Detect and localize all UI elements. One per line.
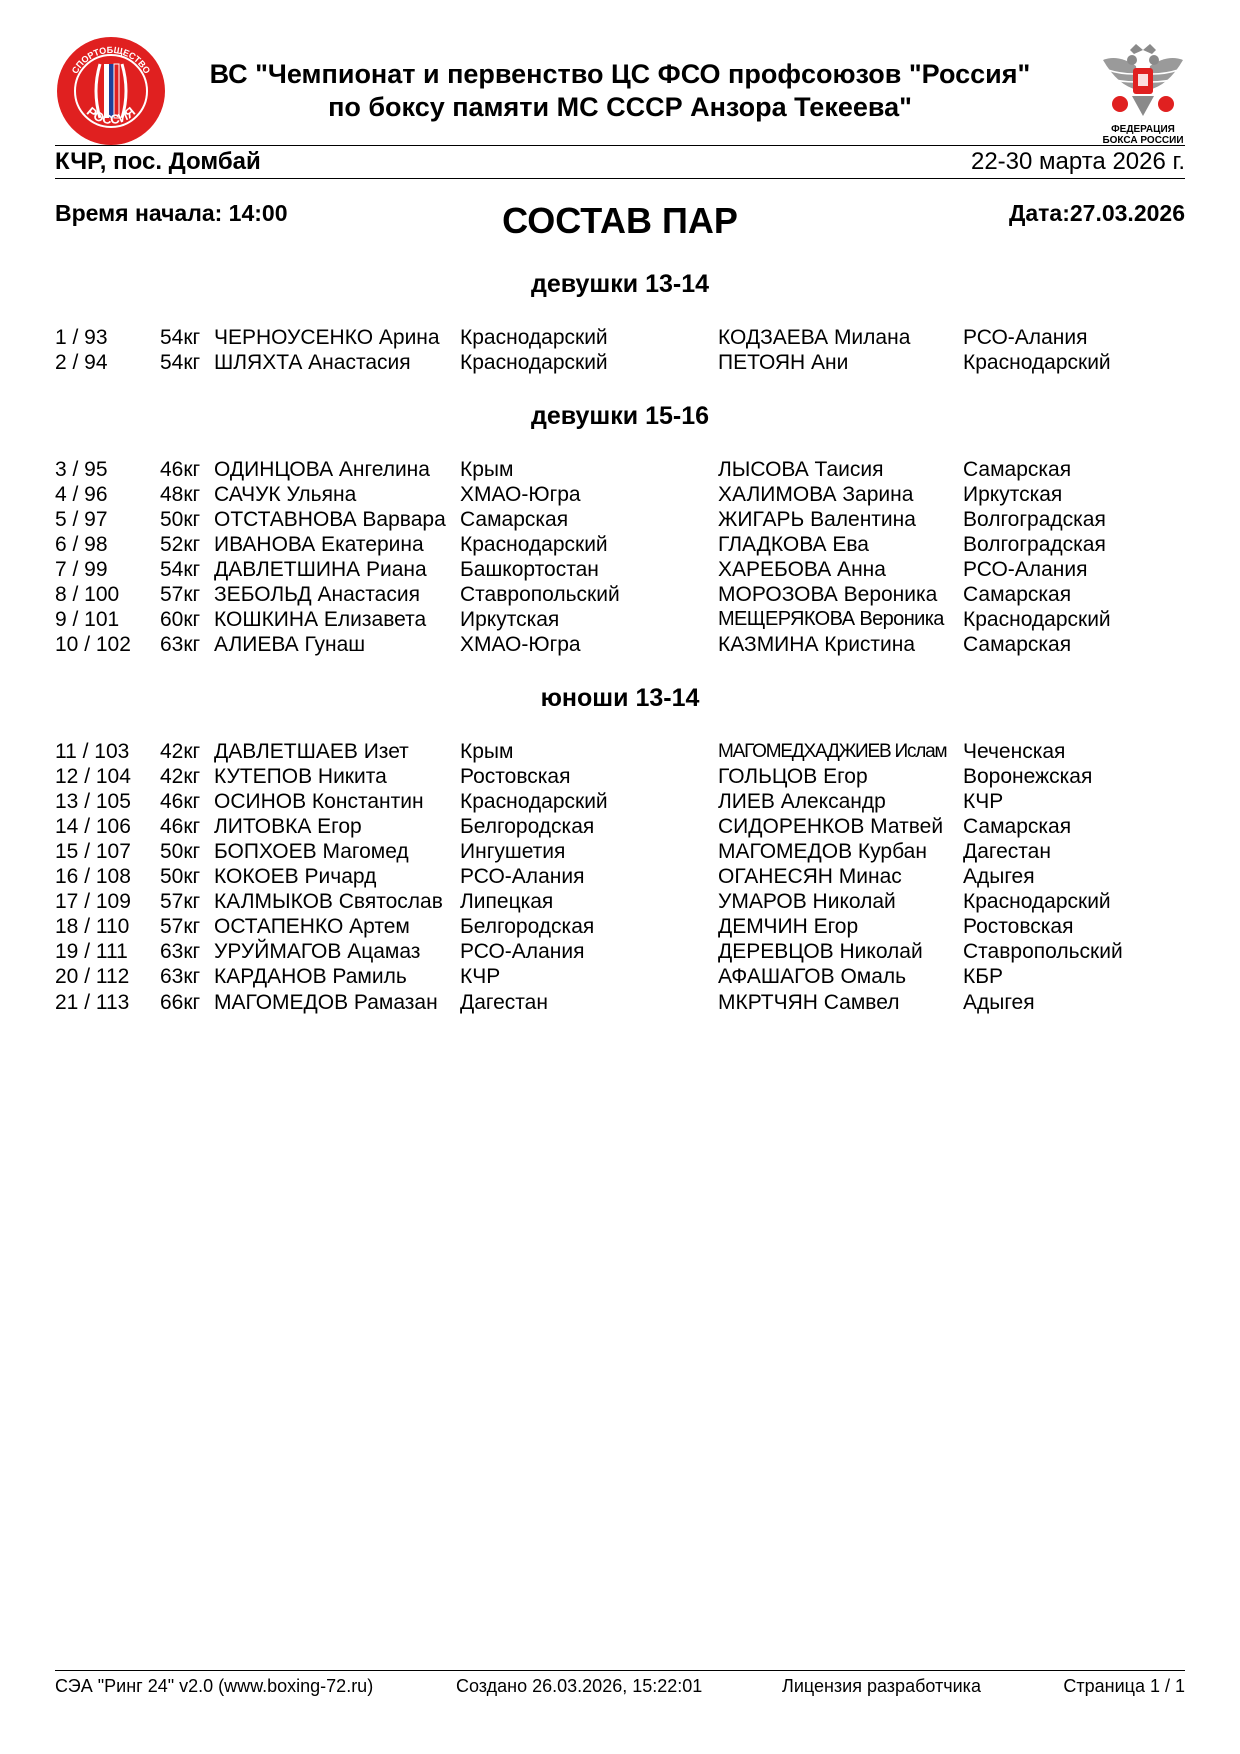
table-row	[0, 839, 1240, 864]
boxer-blue-name: ХАРЕБОВА Анна	[718, 558, 886, 581]
logo-text-top: СПОРТОБЩЕСТВО	[69, 44, 153, 76]
boxer-red-region: Ингушетия	[460, 840, 566, 863]
boxer-red-name: ДАВЛЕТШАЕВ Изет	[214, 740, 409, 763]
weight-class: 50кг	[160, 865, 201, 888]
footer-software: СЭА "Ринг 24" v2.0 (www.boxing-72.ru)	[55, 1676, 374, 1696]
boxer-red-region: Крым	[460, 740, 514, 763]
boxer-blue-name: ДЕРЕВЦОВ Николай	[718, 940, 923, 963]
weight-class: 46кг	[160, 458, 201, 481]
bout-number: 10 / 102	[55, 633, 131, 656]
table-row	[0, 350, 1240, 375]
table-row	[0, 864, 1240, 889]
document-title: СОСТАВ ПАР	[502, 200, 738, 241]
boxer-red-region: Краснодарский	[460, 326, 608, 349]
boxer-blue-name: ОГАНЕСЯН Минас	[718, 865, 902, 888]
weight-class: 50кг	[160, 840, 201, 863]
boxer-blue-name: ПЕТОЯН Ани	[718, 351, 849, 374]
footer-page-number: Страница 1 / 1	[1063, 1676, 1185, 1696]
boxer-blue-name: МАГОМЕДОВ Курбан	[718, 840, 927, 863]
boxer-red-region: РСО-Алания	[460, 940, 585, 963]
boxer-red-region: Белгородская	[460, 815, 595, 838]
bout-number: 5 / 97	[55, 508, 108, 531]
boxer-blue-name: ХАЛИМОВА Зарина	[718, 483, 914, 506]
boxer-red-region: Самарская	[460, 508, 569, 531]
boxer-red-name: УРУЙМАГОВ Ацамаз	[214, 940, 421, 963]
boxer-red-region: КЧР	[460, 965, 501, 988]
table-row	[0, 939, 1240, 964]
boxer-blue-region: Чеченская	[963, 740, 1066, 763]
boxer-red-name: КАЛМЫКОВ Святослав	[214, 890, 443, 913]
bout-number: 20 / 112	[55, 965, 130, 988]
section-title: девушки 15-16	[530, 402, 710, 430]
event-title-line2: по боксу памяти МС СССР Анзора Текеева"	[328, 92, 912, 122]
boxer-blue-name: МЕЩЕРЯКОВА Вероника	[718, 608, 944, 630]
boxer-blue-name: ГОЛЬЦОВ Егор	[718, 765, 868, 788]
boxer-red-region: Краснодарский	[460, 351, 608, 374]
boxer-blue-region: РСО-Алания	[963, 326, 1088, 349]
boxer-blue-name: АФАШАГОВ Омаль	[718, 965, 907, 988]
boxer-blue-region: Воронежская	[963, 765, 1093, 788]
footer-license: Лицензия разработчика	[782, 1676, 981, 1696]
bout-number: 7 / 99	[55, 558, 108, 581]
weight-class: 48кг	[160, 483, 201, 506]
boxer-red-region: Ставропольский	[460, 583, 620, 606]
boxer-red-name: ОСТАПЕНКО Артем	[214, 915, 410, 938]
weight-class: 42кг	[160, 765, 201, 788]
header-rule-top	[55, 145, 1185, 146]
boxer-red-name: ЛИТОВКА Егор	[214, 815, 362, 838]
boxer-blue-region: Краснодарский	[963, 608, 1111, 631]
boxer-blue-region: Дагестан	[963, 840, 1051, 863]
footer-created: Создано 26.03.2026, 15:22:01	[456, 1676, 703, 1696]
boxer-blue-name: ГЛАДКОВА Ева	[718, 533, 869, 556]
bout-number: 12 / 104	[55, 765, 131, 788]
bout-number: 14 / 106	[55, 815, 131, 838]
boxer-red-name: ОТСТАВНОВА Варвара	[214, 508, 446, 531]
boxer-red-name: ОДИНЦОВА Ангелина	[214, 458, 430, 481]
table-row	[0, 814, 1240, 839]
bout-number: 8 / 100	[55, 583, 120, 606]
weight-class: 66кг	[160, 991, 201, 1014]
boxer-blue-region: Адыгея	[963, 991, 1035, 1014]
boxer-red-name: КУТЕПОВ Никита	[214, 765, 387, 788]
table-row	[0, 557, 1240, 582]
boxer-red-region: Краснодарский	[460, 790, 608, 813]
bout-number: 11 / 103	[55, 740, 130, 763]
table-row	[0, 914, 1240, 939]
weight-class: 54кг	[160, 326, 201, 349]
bout-number: 3 / 95	[55, 458, 108, 481]
weight-class: 54кг	[160, 558, 201, 581]
boxer-red-name: БОПХОЕВ Магомед	[214, 840, 409, 863]
boxer-blue-name: ЛИЕВ Александр	[718, 790, 886, 813]
boxer-blue-region: Краснодарский	[963, 890, 1111, 913]
federation-name-line2: БОКСА РОССИИ	[1102, 135, 1184, 146]
bout-number: 1 / 93	[55, 326, 108, 349]
table-row	[0, 582, 1240, 607]
table-row	[0, 507, 1240, 532]
header-rule-bottom	[55, 178, 1185, 179]
boxer-blue-region: КЧР	[963, 790, 1004, 813]
boxer-blue-region: Самарская	[963, 815, 1072, 838]
weight-class: 54кг	[160, 351, 201, 374]
boxer-red-name: ШЛЯХТА Анастасия	[214, 351, 411, 374]
boxer-blue-name: ЖИГАРЬ Валентина	[718, 508, 916, 531]
boxer-red-region: ХМАО-Югра	[460, 633, 581, 656]
weight-class: 46кг	[160, 790, 201, 813]
bout-number: 2 / 94	[55, 351, 108, 374]
boxer-red-name: ЗЕБОЛЬД Анастасия	[214, 583, 420, 606]
boxer-red-region: Крым	[460, 458, 514, 481]
event-title-line1: ВС "Чемпионат и первенство ЦС ФСО профсоюзов "Россия"	[209, 59, 1031, 89]
table-row	[0, 457, 1240, 482]
weight-class: 57кг	[160, 583, 201, 606]
section-title: девушки 13-14	[530, 270, 710, 298]
weight-class: 63кг	[160, 965, 201, 988]
bout-number: 19 / 111	[55, 940, 128, 963]
boxer-red-region: Липецкая	[460, 890, 554, 913]
event-dates: 22-30 марта 2026 г.	[970, 148, 1185, 175]
table-row	[0, 632, 1240, 657]
bout-number: 13 / 105	[55, 790, 131, 813]
boxer-blue-name: ДЕМЧИН Егор	[718, 915, 859, 938]
boxer-blue-region: Иркутская	[963, 483, 1063, 506]
bout-number: 15 / 107	[55, 840, 131, 863]
boxer-red-name: ЧЕРНОУСЕНКО Арина	[214, 326, 440, 349]
weight-class: 60кг	[160, 608, 201, 631]
table-row	[0, 532, 1240, 557]
boxer-red-name: ИВАНОВА Екатерина	[214, 533, 424, 556]
boxer-red-name: КОКОЕВ Ричард	[214, 865, 377, 888]
boxer-blue-region: РСО-Алания	[963, 558, 1088, 581]
boxer-blue-region: Волгоградская	[963, 533, 1106, 556]
boxer-red-region: ХМАО-Югра	[460, 483, 581, 506]
boxer-blue-region: КБР	[963, 965, 1004, 988]
table-row	[0, 325, 1240, 350]
boxer-blue-region: Адыгея	[963, 865, 1035, 888]
bout-number: 6 / 98	[55, 533, 108, 556]
boxer-red-name: КАРДАНОВ Рамиль	[214, 965, 407, 988]
bout-number: 18 / 110	[55, 915, 130, 938]
boxer-red-region: Белгородская	[460, 915, 595, 938]
table-row	[0, 482, 1240, 507]
boxer-red-region: РСО-Алания	[460, 865, 585, 888]
boxing-federation-logo	[1098, 40, 1188, 148]
double-headed-eagle-icon	[1098, 40, 1188, 124]
boxer-red-region: Дагестан	[460, 991, 548, 1014]
boxer-blue-name: КАЗМИНА Кристина	[718, 633, 916, 656]
table-row	[0, 889, 1240, 914]
weight-class: 52кг	[160, 533, 201, 556]
weight-class: 42кг	[160, 740, 201, 763]
boxer-red-name: КОШКИНА Елизавета	[214, 608, 427, 631]
boxer-red-name: МАГОМЕДОВ Рамазан	[214, 991, 438, 1014]
bout-number: 9 / 101	[55, 608, 120, 631]
boxer-red-region: Краснодарский	[460, 533, 608, 556]
section-title: юноши 13-14	[540, 684, 700, 712]
weight-class: 63кг	[160, 633, 201, 656]
boxer-red-region: Башкортостан	[460, 558, 599, 581]
weight-class: 57кг	[160, 890, 201, 913]
federation-name-line1: ФЕДЕРАЦИЯ	[1111, 124, 1175, 135]
boxer-blue-name: КОДЗАЕВА Милана	[718, 326, 911, 349]
boxer-red-region: Иркутская	[460, 608, 560, 631]
bout-number: 17 / 109	[55, 890, 131, 913]
table-row	[0, 739, 1240, 764]
page-footer	[55, 1676, 1185, 1706]
boxer-red-name: САЧУК Ульяна	[214, 483, 357, 506]
event-place: КЧР, пос. Домбай	[55, 148, 261, 175]
weight-class: 63кг	[160, 940, 201, 963]
boxer-red-name: ДАВЛЕТШИНА Риана	[214, 558, 427, 581]
boxer-red-region: Ростовская	[460, 765, 571, 788]
table-row	[0, 607, 1240, 632]
table-row	[0, 990, 1240, 1015]
boxer-blue-name: МОРОЗОВА Вероника	[718, 583, 938, 606]
bout-number: 21 / 113	[55, 991, 130, 1014]
boxer-blue-region: Ростовская	[963, 915, 1074, 938]
boxer-red-name: АЛИЕВА Гунаш	[214, 633, 366, 656]
table-row	[0, 789, 1240, 814]
boxer-blue-region: Краснодарский	[963, 351, 1111, 374]
table-row	[0, 964, 1240, 989]
boxer-blue-region: Ставропольский	[963, 940, 1123, 963]
document-date: Дата:27.03.2026	[1008, 200, 1185, 226]
boxer-blue-region: Самарская	[963, 633, 1072, 656]
weight-class: 50кг	[160, 508, 201, 531]
boxer-blue-name: МАГОМЕДХАДЖИЕВ Ислам	[718, 741, 947, 762]
boxer-blue-region: Самарская	[963, 583, 1072, 606]
boxer-blue-name: МКРТЧЯН Самвел	[718, 991, 900, 1014]
table-row	[0, 764, 1240, 789]
bout-number: 4 / 96	[55, 483, 108, 506]
bout-number: 16 / 108	[55, 865, 131, 888]
boxer-blue-name: УМАРОВ Николай	[718, 890, 896, 913]
logo-text-bottom: РОССИЯ	[83, 103, 139, 128]
boxer-red-name: ОСИНОВ Константин	[214, 790, 424, 813]
boxer-blue-region: Самарская	[963, 458, 1072, 481]
weight-class: 46кг	[160, 815, 201, 838]
boxer-blue-name: СИДОРЕНКОВ Матвей	[718, 815, 944, 838]
start-time: Время начала: 14:00	[55, 200, 288, 226]
footer-rule	[55, 1670, 1185, 1671]
boxer-blue-name: ЛЫСОВА Таисия	[718, 458, 884, 481]
boxer-blue-region: Волгоградская	[963, 508, 1106, 531]
weight-class: 57кг	[160, 915, 201, 938]
